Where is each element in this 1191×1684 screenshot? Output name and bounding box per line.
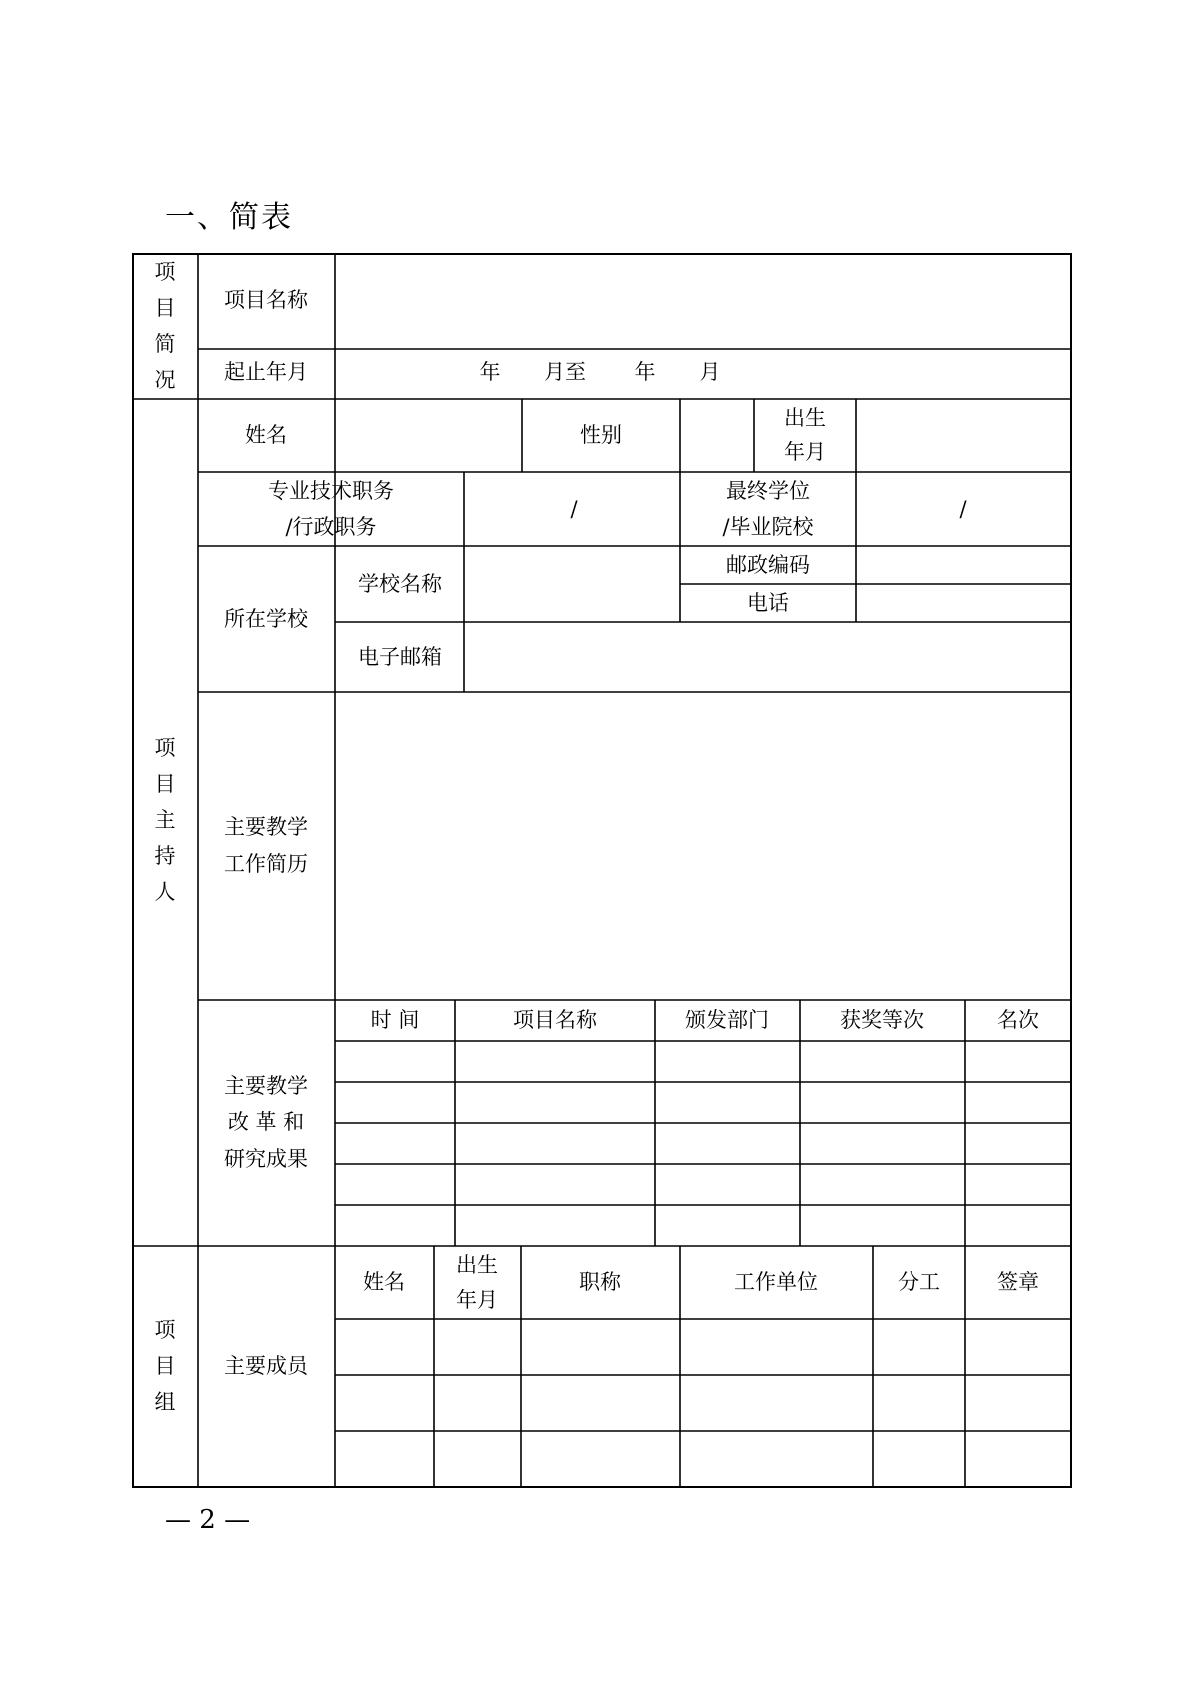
achievements-header-rank: 名次: [997, 1008, 1039, 1032]
title-slash: /: [570, 497, 578, 521]
gender-label: 性别: [580, 423, 622, 447]
team-header-sign: 签章: [997, 1270, 1039, 1294]
period-year-1: 年: [479, 360, 501, 384]
achievements-header-project: 项目名称: [513, 1008, 597, 1032]
birth-label-line2: 年月: [784, 440, 826, 464]
phone-label: 电话: [747, 591, 789, 615]
team-header-name: 姓名: [363, 1270, 405, 1294]
period-month-2: 月: [699, 360, 721, 384]
resume-label-line1: 主要教学: [224, 815, 308, 839]
team-header-birth-line2: 年月: [456, 1288, 498, 1312]
achievements-header-issuer: 颁发部门: [685, 1008, 769, 1032]
postcode-label: 邮政编码: [726, 553, 810, 577]
achievements-header-award-level: 获奖等次: [840, 1008, 924, 1032]
resume-label-line2: 工作简历: [224, 852, 308, 876]
page-number-footer: — 2 —: [165, 1505, 251, 1535]
project-name-label: 项目名称: [224, 288, 308, 312]
achievements-label-line1: 主要教学: [224, 1074, 308, 1098]
page-heading: 一、简表: [165, 200, 293, 235]
school-label: 所在学校: [224, 607, 308, 631]
team-header-unit: 工作单位: [734, 1270, 818, 1294]
degree-label-line2: /毕业院校: [722, 515, 814, 539]
team-header-role: 分工: [898, 1270, 940, 1294]
period-month-to: 月至: [544, 360, 586, 384]
achievements-header-time: 时 间: [370, 1008, 420, 1032]
team-header-birth-line1: 出生: [456, 1253, 498, 1277]
achievements-label-line2: 改 革 和: [227, 1110, 305, 1134]
period-label: 起止年月: [224, 360, 308, 384]
email-label: 电子邮箱: [358, 645, 442, 669]
title-label-line2: /行政职务: [285, 515, 377, 539]
team-header-title: 职称: [579, 1270, 621, 1294]
members-label: 主要成员: [224, 1354, 308, 1378]
title-label-line1: 专业技术职务: [268, 479, 394, 503]
school-name-label: 学校名称: [358, 572, 442, 596]
team-section-label: 项 目 组: [154, 1318, 176, 1414]
period-year-2: 年: [634, 360, 656, 384]
degree-label-line1: 最终学位: [726, 479, 810, 503]
summary-section-label: 项 目 简 况: [154, 260, 176, 392]
host-name-label: 姓名: [245, 423, 287, 447]
birth-label-line1: 出生: [784, 406, 826, 430]
degree-slash: /: [959, 497, 967, 521]
host-section-label: 项 目 主 持 人: [154, 736, 176, 904]
achievements-label-line3: 研究成果: [224, 1147, 308, 1171]
